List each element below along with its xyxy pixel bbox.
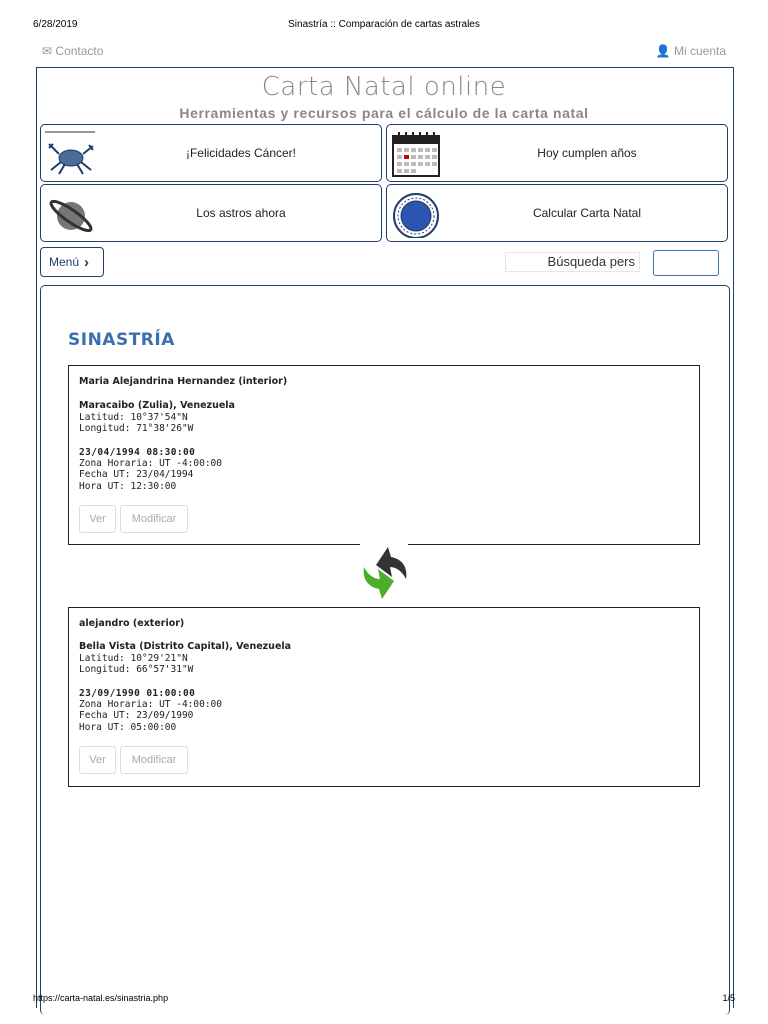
site-subtitle: Herramientas y recursos para el cálculo de la carta natal <box>179 105 589 121</box>
chart-time-ut: Hora UT: 12:30:00 <box>79 481 177 492</box>
page-title: SINASTRÍA <box>68 330 175 350</box>
user-icon: 👤 <box>655 44 671 58</box>
chart-timezone: Zona Horaria: UT -4:00:00 <box>79 699 222 710</box>
chart-place: Maracaibo (Zulia), Venezuela <box>79 400 235 411</box>
edit-button[interactable]: Modificar <box>120 746 188 774</box>
zodiac-wheel-icon <box>391 190 441 238</box>
cancer-crab-icon <box>45 130 95 178</box>
menu-button[interactable]: Menú › <box>40 247 104 277</box>
print-date: 6/28/2019 <box>33 19 78 30</box>
contact-link[interactable]: ✉ Contacto <box>42 44 104 58</box>
chart-datetime: 23/04/1994 08:30:00 <box>79 447 196 458</box>
tile-label: Calcular Carta Natal <box>532 206 642 220</box>
print-page-number: 1/5 <box>722 993 735 1003</box>
view-button[interactable]: Ver <box>79 505 116 533</box>
search-button[interactable] <box>653 250 719 276</box>
chart-place: Bella Vista (Distrito Capital), Venezuela <box>79 641 292 652</box>
saturn-planet-icon <box>45 190 95 238</box>
tile-hoy-cumplen[interactable] <box>386 124 728 182</box>
chart-date-ut: Fecha UT: 23/04/1994 <box>79 469 194 480</box>
print-url: https://carta-natal.es/sinastria.php <box>33 993 169 1003</box>
chart-longitude: Longitud: 71°38'26"W <box>79 423 194 434</box>
account-link[interactable]: 👤 Mi cuenta <box>655 44 726 58</box>
chart-time-ut: Hora UT: 05:00:00 <box>79 722 177 733</box>
chart-datetime: 23/09/1990 01:00:00 <box>79 688 196 699</box>
chart-name: Maria Alejandrina Hernandez (interior) <box>79 376 288 387</box>
envelope-icon: ✉ <box>42 44 53 58</box>
tile-label: Hoy cumplen años <box>537 146 637 160</box>
chevron-right-icon: › <box>84 253 90 271</box>
tile-calcular-carta[interactable] <box>386 184 728 242</box>
view-button[interactable]: Ver <box>79 746 116 774</box>
chart-date-ut: Fecha UT: 23/09/1990 <box>79 710 194 721</box>
chart-name: alejandro (exterior) <box>79 618 185 629</box>
chart-latitude: Latitud: 10°37'54"N <box>79 412 188 423</box>
edit-button[interactable]: Modificar <box>120 505 188 533</box>
tile-astros-ahora[interactable] <box>40 184 382 242</box>
calendar-icon <box>391 130 441 178</box>
chart-latitude: Latitud: 10°29'21"N <box>79 653 188 664</box>
chart-card-interior <box>68 365 700 545</box>
tile-label: ¡Felicidades Cáncer! <box>185 146 297 160</box>
print-page-title: Sinastría :: Comparación de cartas astrales <box>288 19 480 30</box>
tile-felicidades-cancer[interactable] <box>40 124 382 182</box>
site-title[interactable]: Carta Natal online <box>261 72 507 102</box>
chart-longitude: Longitud: 66°57'31"W <box>79 664 194 675</box>
search-input[interactable]: Búsqueda pers <box>505 252 640 272</box>
chart-card-exterior <box>68 607 700 787</box>
chart-timezone: Zona Horaria: UT -4:00:00 <box>79 458 222 469</box>
tile-label: Los astros ahora <box>196 206 286 220</box>
swap-charts-icon[interactable] <box>360 543 410 603</box>
